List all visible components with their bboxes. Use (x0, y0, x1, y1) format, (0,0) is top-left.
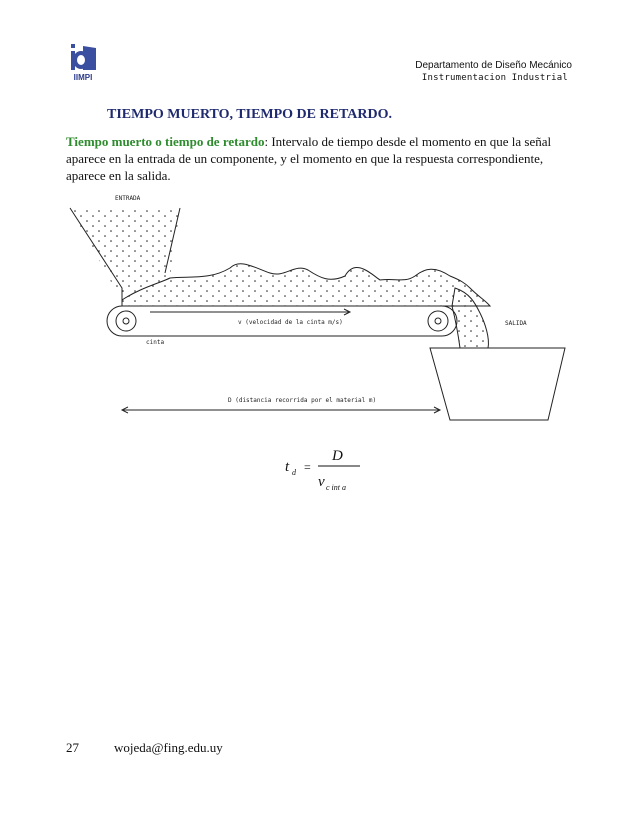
formula-equals: = (304, 460, 311, 474)
formula-denominator-sub: c int a (326, 483, 346, 492)
distance-arrow (122, 407, 440, 413)
logo-text: IIMPI (73, 73, 93, 82)
belt-label: cinta (146, 339, 165, 346)
entrada-label: ENTRADA (115, 195, 141, 202)
velocity-arrow (150, 309, 350, 315)
page-footer (66, 740, 223, 756)
output-hopper (430, 348, 565, 420)
falling-material (452, 288, 488, 348)
formula-lhs-var: t (285, 459, 290, 475)
velocity-label: v (velocidad de la cinta m/s) (238, 319, 343, 326)
definition-text: : Intervalo de tiempo desde el momento en que la señal aparece en la entrada de un componente, y el momento en que la respuesta correspondiente, aparece en la salida. (66, 134, 552, 183)
department-name: Departamento de Diseño Mecánico (415, 60, 572, 71)
definition-term: Tiempo muerto o tiempo de retardo (66, 134, 265, 149)
formula-denominator-var: v (318, 474, 325, 490)
formula-lhs-sub: d (292, 468, 296, 477)
formula-numerator: D (332, 448, 343, 464)
salida-label: SALIDA (505, 320, 527, 327)
header-block (415, 59, 572, 85)
dead-time-formula (280, 440, 400, 500)
definition-paragraph (66, 133, 576, 184)
section-title: TIEMPO MUERTO, TIEMPO DE RETARDO. (107, 107, 392, 122)
material-on-belt (122, 264, 490, 306)
page-number: 27 (66, 740, 79, 755)
footer-email: wojeda@fing.edu.uy (114, 740, 223, 755)
iimpi-logo (66, 40, 100, 82)
course-name: Instrumentacion Industrial (421, 73, 568, 83)
distance-label: D (distancia recorrida por el material m) (228, 397, 377, 404)
conveyor-diagram (60, 188, 580, 428)
